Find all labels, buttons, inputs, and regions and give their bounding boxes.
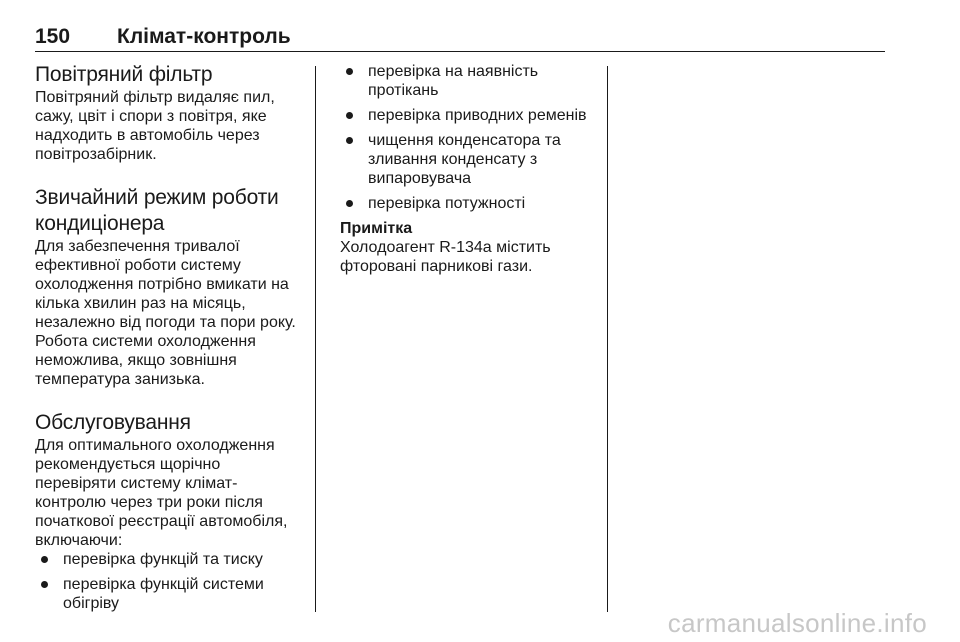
spacer — [35, 389, 305, 410]
text-line: незалежно від погоди та пори року. — [35, 314, 296, 331]
maintenance-bullet-list — [35, 550, 305, 613]
text-line: Холодоагент R-134a містить — [340, 239, 551, 256]
text-line: початкової реєстрації автомобіля, — [35, 513, 288, 530]
maintenance-text — [35, 436, 305, 550]
list-item-text: перевірка на наявність — [368, 63, 539, 80]
middle-column — [340, 62, 595, 276]
watermark: carmanualsonline.info — [667, 608, 927, 638]
section-heading-ac-normal-mode — [35, 185, 305, 237]
heading-line: кондиціонера — [35, 212, 165, 235]
text-line: температура занизька. — [35, 371, 205, 388]
air-filter-text — [35, 88, 305, 164]
bullet-icon — [346, 137, 353, 144]
text-line: надходить в автомобіль через — [35, 127, 260, 144]
text-line: перевіряти систему клімат- — [35, 475, 238, 492]
maintenance-bullet-list-continued — [340, 62, 595, 213]
text-line: контролю через три роки після — [35, 494, 263, 511]
bullet-icon — [41, 556, 48, 563]
section-heading-maintenance: Обслуговування — [35, 411, 191, 434]
text-line: рекомендується щорічно — [35, 456, 221, 473]
chapter-title: Клімат-контроль — [117, 25, 291, 48]
list-item-text: випаровувача — [368, 170, 472, 187]
text-line: Повітряний фільтр видаляє пил, — [35, 89, 275, 106]
text-line: сажу, цвіт і спори з повітря, яке — [35, 108, 267, 125]
list-item-text: перевірка приводних ременів — [368, 107, 587, 124]
text-line: охолодження потрібно вмикати на — [35, 276, 289, 293]
list-item — [35, 550, 305, 569]
bullet-icon — [346, 68, 353, 75]
bullet-icon — [346, 200, 353, 207]
left-column — [35, 62, 305, 619]
bullet-icon — [346, 112, 353, 119]
text-line: фторовані парникові гази. — [340, 258, 533, 275]
page-header — [35, 25, 885, 52]
spacer — [35, 164, 305, 185]
column-divider-left — [315, 66, 316, 612]
note-title: Примітка — [340, 220, 413, 237]
column-divider-right — [607, 66, 608, 612]
note-text — [340, 238, 595, 276]
section-heading-air-filter: Повітряний фільтр — [35, 63, 213, 86]
text-line: повітрозабірник. — [35, 146, 157, 163]
bullet-icon — [41, 581, 48, 588]
ac-normal-mode-text — [35, 237, 305, 389]
page-number: 150 — [35, 25, 71, 48]
text-line: Для оптимального охолодження — [35, 437, 275, 454]
text-line: включаючи: — [35, 532, 123, 549]
list-item — [340, 194, 595, 213]
list-item-text: перевірка потужності — [368, 195, 526, 212]
heading-line: Звичайний режим роботи — [35, 186, 279, 209]
list-item-text: обігріву — [63, 595, 120, 612]
list-item — [340, 131, 595, 188]
text-line: неможлива, якщо зовнішня — [35, 352, 237, 369]
text-line: Робота системи охолодження — [35, 333, 256, 350]
list-item-text: перевірка функцій системи — [63, 576, 264, 593]
text-line: кілька хвилин раз на місяць, — [35, 295, 246, 312]
list-item-text: протікань — [368, 82, 439, 99]
list-item — [35, 575, 305, 613]
list-item — [340, 62, 595, 100]
list-item — [340, 106, 595, 125]
text-line: ефективної роботи систему — [35, 257, 241, 274]
list-item-text: чищення конденсатора та — [368, 132, 561, 149]
list-item-text: перевірка функцій та тиску — [63, 551, 263, 568]
list-item-text: зливання конденсату з — [368, 151, 538, 168]
text-line: Для забезпечення тривалої — [35, 238, 240, 255]
